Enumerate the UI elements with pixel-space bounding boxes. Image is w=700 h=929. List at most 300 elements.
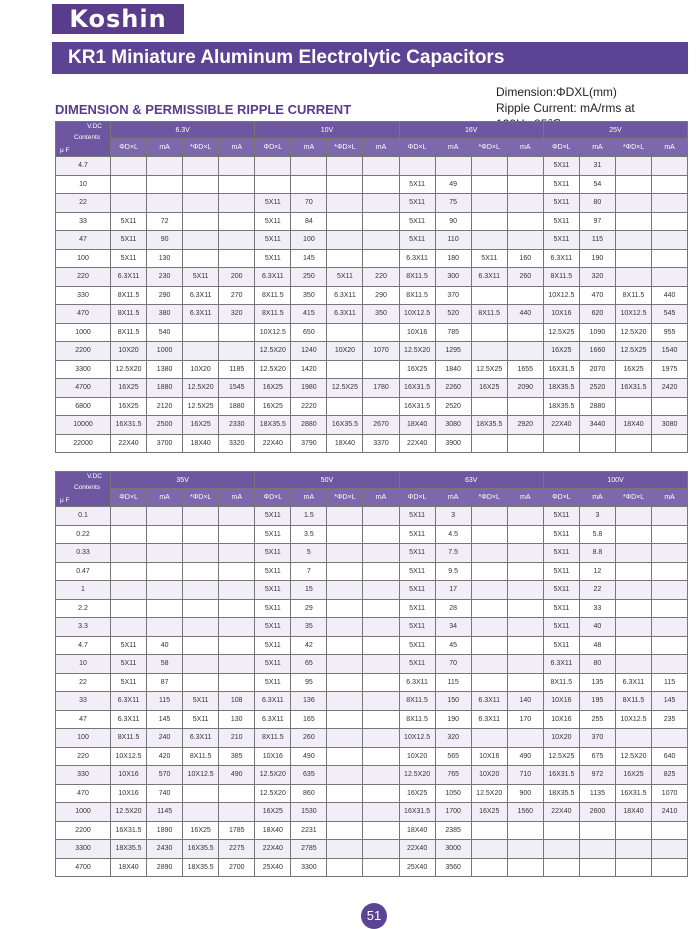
value-cell: 565 <box>435 747 471 766</box>
value-cell: 65 <box>291 655 327 674</box>
table-row <box>56 581 688 600</box>
value-cell: 470 <box>579 286 615 305</box>
sub-header: *ΦD×L <box>471 139 507 157</box>
value-cell <box>615 562 651 581</box>
value-cell: 1660 <box>579 342 615 361</box>
value-cell: 1545 <box>219 379 255 398</box>
value-cell: 2670 <box>363 416 399 435</box>
value-cell: 130 <box>219 710 255 729</box>
table-row <box>56 562 688 581</box>
value-cell: 75 <box>435 194 471 213</box>
value-cell <box>255 157 291 176</box>
table-row <box>56 840 688 859</box>
value-cell: 12 <box>579 562 615 581</box>
value-cell: 16X25 <box>255 379 291 398</box>
value-cell: 5X11 <box>111 636 147 655</box>
value-cell: 165 <box>291 710 327 729</box>
value-cell: 16X25 <box>399 784 435 803</box>
value-cell <box>183 342 219 361</box>
value-cell: 5X11 <box>399 618 435 637</box>
value-cell <box>183 618 219 637</box>
sub-header: mA <box>291 139 327 157</box>
value-cell <box>615 618 651 637</box>
value-cell <box>363 655 399 674</box>
value-cell: 6.3X11 <box>615 673 651 692</box>
sub-header: mA <box>507 489 543 507</box>
value-cell: 4.5 <box>435 525 471 544</box>
value-cell <box>471 821 507 840</box>
value-cell: 22X40 <box>399 840 435 859</box>
value-cell <box>327 194 363 213</box>
value-cell: 180 <box>435 249 471 268</box>
table-row <box>56 323 688 342</box>
value-cell: 6.3X11 <box>471 268 507 287</box>
value-cell <box>327 175 363 194</box>
value-cell: 5X11 <box>399 636 435 655</box>
value-cell <box>471 562 507 581</box>
value-cell: 5X11 <box>255 525 291 544</box>
table-row <box>56 342 688 361</box>
value-cell <box>471 194 507 213</box>
value-cell <box>615 249 651 268</box>
value-cell: 5X11 <box>255 599 291 618</box>
value-cell <box>435 157 471 176</box>
value-cell: 1880 <box>147 379 183 398</box>
capacitance-cell: 330 <box>56 286 111 305</box>
value-cell: 140 <box>507 692 543 711</box>
capacitance-cell: 3300 <box>56 840 111 859</box>
value-cell <box>327 710 363 729</box>
value-cell <box>652 194 688 213</box>
table-row <box>56 212 688 231</box>
value-cell <box>507 157 543 176</box>
value-cell: 3000 <box>435 840 471 859</box>
value-cell: 5X11 <box>255 212 291 231</box>
value-cell: 490 <box>291 747 327 766</box>
capacitance-cell: 0.22 <box>56 525 111 544</box>
value-cell: 8X11.5 <box>399 286 435 305</box>
value-cell: 100 <box>291 231 327 250</box>
capacitance-cell: 10000 <box>56 416 111 435</box>
value-cell: 6.3X11 <box>183 286 219 305</box>
value-cell: 10X20 <box>543 729 579 748</box>
value-cell: 45 <box>435 636 471 655</box>
value-cell: 3320 <box>219 434 255 453</box>
value-cell <box>652 636 688 655</box>
value-cell <box>579 434 615 453</box>
value-cell: 260 <box>291 729 327 748</box>
value-cell: 5X11 <box>399 231 435 250</box>
value-cell: 740 <box>147 784 183 803</box>
table-row <box>56 434 688 453</box>
capacitance-cell: 1000 <box>56 323 111 342</box>
value-cell: 40 <box>147 636 183 655</box>
sub-header: ΦD×L <box>399 139 435 157</box>
value-cell: 5X11 <box>399 525 435 544</box>
value-cell <box>363 673 399 692</box>
brand-logo: Koshin <box>52 4 184 34</box>
table-row <box>56 766 688 785</box>
value-cell: 6.3X11 <box>399 249 435 268</box>
value-cell: 5X11 <box>255 562 291 581</box>
table-row <box>56 305 688 324</box>
value-cell <box>327 562 363 581</box>
corner-contents: Contents <box>74 134 101 141</box>
value-cell: 12.5X25 <box>471 360 507 379</box>
value-cell: 12.5X25 <box>615 342 651 361</box>
value-cell: 440 <box>507 305 543 324</box>
value-cell: 8X11.5 <box>543 673 579 692</box>
value-cell: 640 <box>652 747 688 766</box>
value-cell: 10X12.5 <box>615 305 651 324</box>
value-cell: 520 <box>435 305 471 324</box>
value-cell: 1295 <box>435 342 471 361</box>
value-cell: 1090 <box>579 323 615 342</box>
value-cell: 12.5X20 <box>111 803 147 822</box>
value-cell: 1070 <box>363 342 399 361</box>
value-cell: 785 <box>435 323 471 342</box>
value-cell <box>507 212 543 231</box>
value-cell <box>147 525 183 544</box>
value-cell: 5X11 <box>399 655 435 674</box>
sub-header: ΦD×L <box>255 489 291 507</box>
value-cell: 5X11 <box>543 507 579 526</box>
ripple-table-high-voltage <box>55 471 688 877</box>
value-cell <box>652 249 688 268</box>
value-cell: 3560 <box>435 858 471 877</box>
value-cell: 72 <box>147 212 183 231</box>
value-cell: 90 <box>147 231 183 250</box>
value-cell: 12.5X20 <box>399 766 435 785</box>
capacitance-cell: 220 <box>56 747 111 766</box>
value-cell <box>471 157 507 176</box>
capacitance-cell: 4700 <box>56 858 111 877</box>
value-cell: 15 <box>291 581 327 600</box>
value-cell <box>219 673 255 692</box>
value-cell: 490 <box>507 747 543 766</box>
value-cell <box>363 803 399 822</box>
table-row <box>56 360 688 379</box>
value-cell: 5 <box>291 544 327 563</box>
value-cell <box>219 618 255 637</box>
sub-header: *ΦD×L <box>615 489 651 507</box>
value-cell <box>652 525 688 544</box>
value-cell <box>327 360 363 379</box>
value-cell <box>652 562 688 581</box>
value-cell: 5X11 <box>255 249 291 268</box>
value-cell: 170 <box>507 710 543 729</box>
value-cell <box>652 581 688 600</box>
value-cell <box>615 655 651 674</box>
capacitance-cell: 0.1 <box>56 507 111 526</box>
value-cell <box>147 599 183 618</box>
value-cell <box>183 194 219 213</box>
value-cell <box>183 655 219 674</box>
value-cell: 5X11 <box>543 544 579 563</box>
value-cell <box>327 618 363 637</box>
table-row <box>56 507 688 526</box>
value-cell: 2600 <box>579 803 615 822</box>
value-cell <box>111 618 147 637</box>
value-cell <box>183 673 219 692</box>
sub-header: ΦD×L <box>543 139 579 157</box>
value-cell: 160 <box>507 249 543 268</box>
value-cell: 8X11.5 <box>471 305 507 324</box>
value-cell <box>291 157 327 176</box>
value-cell: 16X25 <box>543 342 579 361</box>
table-row <box>56 397 688 416</box>
value-cell <box>219 636 255 655</box>
table-row <box>56 858 688 877</box>
table-row <box>56 655 688 674</box>
value-cell <box>615 231 651 250</box>
value-cell: 90 <box>435 212 471 231</box>
value-cell <box>615 194 651 213</box>
value-cell: 385 <box>219 747 255 766</box>
capacitance-cell: 220 <box>56 268 111 287</box>
value-cell: 16X25 <box>615 766 651 785</box>
value-cell <box>363 231 399 250</box>
value-cell: 972 <box>579 766 615 785</box>
value-cell: 1185 <box>219 360 255 379</box>
value-cell <box>183 323 219 342</box>
value-cell: 1540 <box>652 342 688 361</box>
sub-header: mA <box>652 489 688 507</box>
value-cell: 8X11.5 <box>111 729 147 748</box>
value-cell: 6.3X11 <box>111 268 147 287</box>
sub-header: mA <box>219 139 255 157</box>
table-row <box>56 692 688 711</box>
value-cell: 190 <box>435 710 471 729</box>
corner-uf: μ F <box>60 497 70 504</box>
table-row <box>56 194 688 213</box>
value-cell: 10X20 <box>399 747 435 766</box>
value-cell: 16X25 <box>111 379 147 398</box>
value-cell: 5X11 <box>399 562 435 581</box>
value-cell <box>652 434 688 453</box>
value-cell: 1240 <box>291 342 327 361</box>
value-cell <box>399 157 435 176</box>
value-cell: 58 <box>147 655 183 674</box>
value-cell <box>327 157 363 176</box>
value-cell <box>471 840 507 859</box>
capacitance-cell: 0.47 <box>56 562 111 581</box>
value-cell: 25X40 <box>399 858 435 877</box>
sub-header: ΦD×L <box>111 139 147 157</box>
value-cell <box>111 157 147 176</box>
value-cell: 5.8 <box>579 525 615 544</box>
value-cell <box>111 507 147 526</box>
page-number: 51 <box>361 903 387 929</box>
value-cell <box>652 544 688 563</box>
value-cell <box>507 397 543 416</box>
value-cell: 250 <box>291 268 327 287</box>
sub-header: mA <box>435 489 471 507</box>
value-cell <box>147 507 183 526</box>
value-cell: 3790 <box>291 434 327 453</box>
value-cell <box>363 710 399 729</box>
value-cell: 1135 <box>579 784 615 803</box>
value-cell <box>471 729 507 748</box>
value-cell: 235 <box>652 710 688 729</box>
value-cell <box>183 212 219 231</box>
value-cell: 1560 <box>507 803 543 822</box>
value-cell: 3300 <box>291 858 327 877</box>
value-cell <box>652 157 688 176</box>
value-cell: 108 <box>219 692 255 711</box>
value-cell: 8X11.5 <box>255 305 291 324</box>
value-cell: 320 <box>435 729 471 748</box>
value-cell <box>579 840 615 859</box>
value-cell: 48 <box>579 636 615 655</box>
value-cell: 16X25 <box>183 416 219 435</box>
value-cell: 7.5 <box>435 544 471 563</box>
value-cell: 1780 <box>363 379 399 398</box>
value-cell <box>652 618 688 637</box>
value-cell: 12.5X20 <box>255 360 291 379</box>
voltage-header: 10V <box>255 122 399 139</box>
table-row <box>56 618 688 637</box>
value-cell <box>327 581 363 600</box>
value-cell <box>471 655 507 674</box>
capacitance-cell: 22000 <box>56 434 111 453</box>
value-cell: 16X35.5 <box>327 416 363 435</box>
value-cell: 220 <box>363 268 399 287</box>
value-cell <box>507 323 543 342</box>
value-cell: 18X35.5 <box>255 416 291 435</box>
voltage-header: 63V <box>399 472 543 489</box>
value-cell: 5X11 <box>471 249 507 268</box>
value-cell <box>363 194 399 213</box>
value-cell: 16X25 <box>615 360 651 379</box>
value-cell: 84 <box>291 212 327 231</box>
value-cell: 2520 <box>579 379 615 398</box>
value-cell: 825 <box>652 766 688 785</box>
capacitance-cell: 330 <box>56 766 111 785</box>
value-cell <box>327 729 363 748</box>
value-cell <box>147 562 183 581</box>
value-cell <box>219 507 255 526</box>
value-cell: 5X11 <box>183 710 219 729</box>
value-cell: 2120 <box>147 397 183 416</box>
value-cell: 42 <box>291 636 327 655</box>
value-cell: 12.5X20 <box>255 766 291 785</box>
value-cell <box>147 581 183 600</box>
voltage-header: 6.3V <box>111 122 255 139</box>
value-cell: 10X12.5 <box>399 729 435 748</box>
value-cell <box>327 599 363 618</box>
value-cell: 8X11.5 <box>255 729 291 748</box>
value-cell <box>471 397 507 416</box>
value-cell <box>363 636 399 655</box>
value-cell <box>507 342 543 361</box>
value-cell: 6.3X11 <box>255 692 291 711</box>
value-cell: 18X40 <box>615 803 651 822</box>
value-cell: 5X11 <box>327 268 363 287</box>
value-cell <box>363 729 399 748</box>
value-cell <box>363 858 399 877</box>
value-cell <box>219 525 255 544</box>
value-cell <box>219 231 255 250</box>
value-cell <box>507 655 543 674</box>
value-cell: 5X11 <box>543 636 579 655</box>
value-cell: 6.3X11 <box>327 305 363 324</box>
value-cell: 29 <box>291 599 327 618</box>
value-cell: 18X40 <box>399 416 435 435</box>
value-cell <box>111 599 147 618</box>
value-cell <box>363 840 399 859</box>
value-cell: 16X31.5 <box>543 766 579 785</box>
value-cell <box>183 803 219 822</box>
value-cell: 54 <box>579 175 615 194</box>
value-cell: 6.3X11 <box>255 710 291 729</box>
value-cell: 10X12.5 <box>399 305 435 324</box>
value-cell: 17 <box>435 581 471 600</box>
value-cell <box>543 434 579 453</box>
value-cell: 87 <box>147 673 183 692</box>
value-cell: 16X31.5 <box>111 416 147 435</box>
value-cell: 8X11.5 <box>183 747 219 766</box>
value-cell: 5X11 <box>543 157 579 176</box>
value-cell: 200 <box>219 268 255 287</box>
value-cell: 490 <box>219 766 255 785</box>
value-cell <box>615 858 651 877</box>
value-cell: 6.3X11 <box>183 729 219 748</box>
value-cell <box>507 525 543 544</box>
value-cell: 18X40 <box>183 434 219 453</box>
value-cell <box>219 784 255 803</box>
value-cell <box>507 544 543 563</box>
value-cell: 16X35.5 <box>183 840 219 859</box>
value-cell <box>363 562 399 581</box>
value-cell: 10X16 <box>399 323 435 342</box>
value-cell: 115 <box>652 673 688 692</box>
value-cell <box>471 544 507 563</box>
value-cell: 10X20 <box>183 360 219 379</box>
value-cell <box>471 525 507 544</box>
value-cell: 12.5X20 <box>615 323 651 342</box>
value-cell: 2220 <box>291 397 327 416</box>
value-cell <box>507 507 543 526</box>
table-row <box>56 231 688 250</box>
value-cell <box>327 784 363 803</box>
value-cell <box>543 858 579 877</box>
value-cell: 18X40 <box>615 416 651 435</box>
value-cell: 12.5X20 <box>255 342 291 361</box>
value-cell: 3700 <box>147 434 183 453</box>
value-cell: 16X25 <box>255 803 291 822</box>
value-cell: 2090 <box>507 379 543 398</box>
table-row <box>56 729 688 748</box>
value-cell <box>147 544 183 563</box>
value-cell: 18X35.5 <box>543 379 579 398</box>
value-cell <box>147 175 183 194</box>
value-cell <box>219 157 255 176</box>
value-cell: 16X25 <box>183 821 219 840</box>
value-cell: 320 <box>219 305 255 324</box>
capacitance-cell: 33 <box>56 212 111 231</box>
sub-header: mA <box>147 139 183 157</box>
capacitance-cell: 3.3 <box>56 618 111 637</box>
value-cell <box>111 581 147 600</box>
capacitance-cell: 6800 <box>56 397 111 416</box>
value-cell <box>652 397 688 416</box>
value-cell: 16X25 <box>471 379 507 398</box>
table-row <box>56 157 688 176</box>
sub-header: mA <box>219 489 255 507</box>
value-cell: 5X11 <box>543 212 579 231</box>
value-cell: 8X11.5 <box>615 692 651 711</box>
